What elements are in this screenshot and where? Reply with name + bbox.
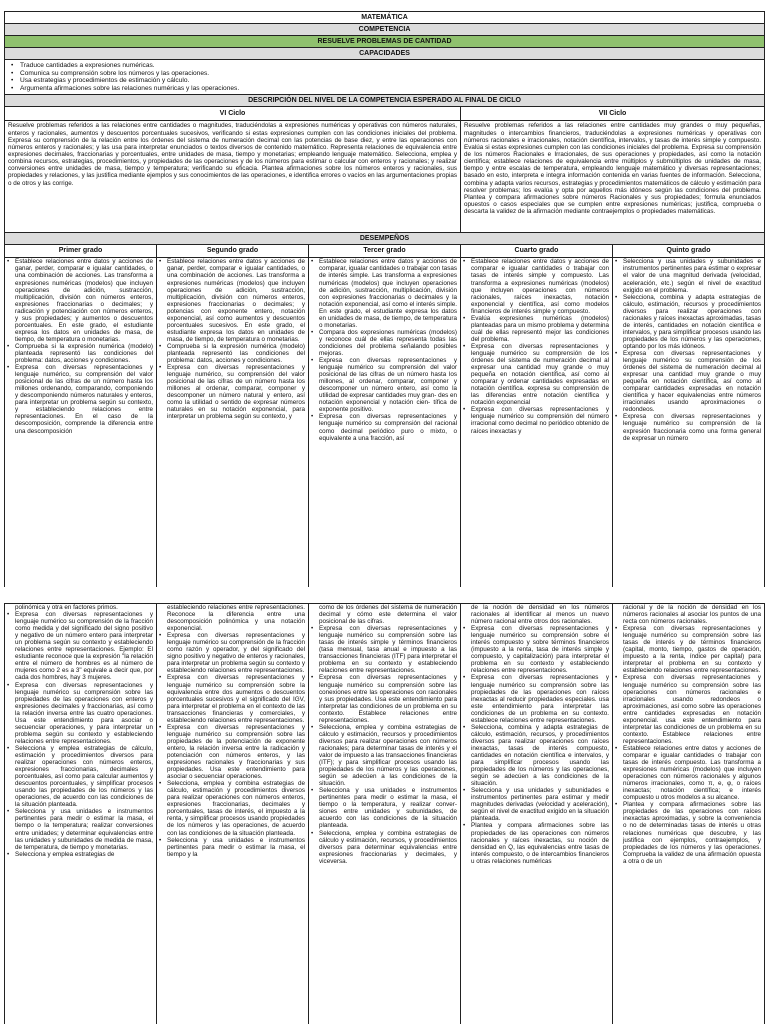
performance-item: • Expresa con diversas representaciones y lenguaje numérico su comprensión del número irracional como decimal no periódico obtenido de raíces inexactas y [463, 406, 609, 434]
performance-item: • Plantea y compara afirmaciones sobre las propiedades de las operaciones con números racionales y raíces inexactas, su noción de densidad en Q, las equivalencias entre tasas de interés compuesto, o de intercambios financieros u otras relaciones numéricas [463, 822, 609, 864]
performance-item: • Expresa con diversas representaciones y lenguaje numérico su comprensión sobre las tasas de interés y de términos financieros (capital, monto, tiempo, gastos de operación, impuesto a la renta, índice per capital) para interpretar el problema en su contexto y estableciendo relaciones entre representaciones. [615, 625, 761, 674]
performance-item: • Expresa con diversas representaciones y lenguaje numérico su comprensión de la expresión fraccionaria como una forma general de expresar un número [615, 413, 761, 441]
grade-header-3: Tercer grado [309, 245, 461, 258]
performance-item: • Comprueba si la expresión numérica (modelo) planteada representó las condiciones del problema: datos, acciones y condiciones. [7, 343, 153, 364]
performance-item: • Expresa con diversas representaciones y lenguaje numérico su comprensión de la fracción como razón y operador, y del significado del signo positivo y negativo de enteros y racionales, para interpretar un problema según su contexto y estableciendo relaciones entre representaciones. [159, 632, 305, 674]
performance-item: • Comprueba si la expresión numérica (modelo) planteada representó las condiciones del problema: datos, acciones y condiciones. [159, 343, 305, 364]
performance-item: • Expresa con diversas representaciones y lenguaje numérico su comprensión de los órdenes del sistema de numeración decimal al expresar una cantidad muy grande o muy pequeña en notación científica, así como al comparar cantidades expresadas en notación científica y hacer equivalencias entre números irracionales usando aproximaciones o redondeos. [615, 350, 761, 413]
grade-header-4: Cuarto grado [461, 245, 613, 258]
performance-item: • Expresa con diversas representaciones y lenguaje numérico su comprensión sobre las tasas de interés simple y términos financieros (tasa mensual, tasa anual e impuesto a las transacciones financieras (ITF) para interpretar el problema en su contexto y estableciendo relaciones entre representaciones. [311, 625, 457, 674]
area-title: MATEMÁTICA [5, 12, 765, 24]
descripcion-title: DESCRIPCIÓN DEL NIVEL DE LA COMPETENCIA ESPERADO AL FINAL DE CICLO [5, 95, 765, 107]
grade-5-performances-continued [613, 604, 765, 1024]
grade-1-performances [5, 258, 157, 594]
capacidad-item: • Argumenta afirmaciones sobre las relaciones numéricas y las operaciones. [11, 85, 758, 93]
performance-item: • Establece relaciones entre datos y acciones de ganar, perder, comparar e igualar cantidades, o una combinación de acciones. Las transforma a expresiones numéricas (modelos) que incluyen operaciones de adición, sustracción, multiplicación, división con números enteros, expresiones fraccionarias o decimales; y potencias con exponente entero, notación exponencial, así como aumentos y descuentos porcentuales sucesivos. En este grado, el estudiante expresa los datos en unidades de masa, de tiempo, de temperatura o monetarias. [159, 258, 305, 343]
cycle-vii-label: VII Ciclo [461, 107, 765, 121]
performance-item: • Expresa con diversas representaciones y lenguaje numérico su comprensión sobre las propiedades de las operaciones con raíces inexactas al reducir propiedades especiales. usa este entendimiento para interpretar las condiciones de un problema en su contexto. establece relaciones entre representaciones. [463, 674, 609, 723]
performance-item: • Selecciona y usa unidades e instrumentos pertinentes para medir o estimar la masa, el tiempo o la temperatura; realizar conversiones entre unidades; y determinar equivalencias entre las unidades y subunidades de medida de masa, de temperatura, de tiempo y monetarias. [7, 808, 153, 850]
grade-4-performances [461, 258, 613, 594]
performance-item: • Selecciona, emplea y combina estrategias de cálculo, estimación y procedimientos diversos para realizar operaciones con números enteros, expresiones fraccionarias, decimales y porcentuales, tasas de interés, el impuesto a la renta, y simplificar procesos usando propiedades de los números y las operaciones, de acuerdo con las condiciones de la situación planteada. [159, 780, 305, 836]
grade-3-performances-continued [309, 604, 461, 1024]
performance-item: • Expresa con diversas representaciones y lenguaje numérico, su comprensión del valor posicional de las cifras de un número hasta los millones al ordenar, comparar, componer y descomponer un número natural y entero, así como la utilidad o sentido de expresar números naturales en su notación exponencial, para interpretar un problema según su contexto, y [159, 364, 305, 420]
performance-item: • Expresa con diversas representaciones y lenguaje numérico su comprensión de los órdenes del sistema de numeración decimal al expresar una cantidad muy grande o muy pequeña en notación científica, así como al comparar y ordenar cantidades expresadas en notación científica. expresa su comprensión de las diferencias entre notación científica y notación exponencial [463, 343, 609, 406]
competency-table-page-1 [4, 11, 765, 594]
performance-item: • Expresa con diversas representaciones y lenguaje numérico, su comprensión del valor posicional de las cifras de un número hasta los millones ordenando, comparando, componiendo y descomponiendo números naturales y enteros, para interpretar un problema según su contexto, y estableciendo relaciones entre representaciones. En el caso de la descomposición, comprende la diferencia entre una descomposición [7, 364, 153, 434]
desempenos-title: DESEMPEÑOS [5, 233, 765, 245]
performance-item: • Selecciona y usa unidades y subunidades e instrumentos pertinentes para estimar y medir magnitudes derivadas (velocidad y aceleración), según el nivel de exactitud exigido en la situación planteada. [463, 787, 609, 822]
competency-table-page-2 [4, 603, 765, 1024]
performance-item: • Establece relaciones entre datos y acciones de comparar e igualar cantidades o trabajar con tasas de interés compuesto. Las transforma a expresiones numéricas (modelos) que incluyen operaciones con números racionales y algunos números irracionales, como π, e, φ, o raíces inexactas; notación científica; e interés compuesto u otros modelos a su alcance. [615, 745, 761, 801]
performance-item: estableciendo relaciones entre representaciones. Reconoce la diferencia entre una descomposición polinómica y una notación exponencial. [167, 604, 305, 633]
grade-header-5: Quinto grado [613, 245, 765, 258]
grade-header-1: Primer grado [5, 245, 157, 258]
capacidad-item: • Usa estrategias y procedimientos de estimación y cálculo. [11, 77, 758, 85]
performance-item: • Expresa con diversas representaciones y lenguaje numérico su comprensión sobre el interés compuesto y sobre términos financieros (impuesto a la renta, tasa de interés simple y compuesto, y capitalización) para interpretar el problema en su contexto y estableciendo relaciones entre representaciones. [463, 625, 609, 674]
performance-item: • Expresa con diversas representaciones y lenguaje numérico su comprensión sobre la equivalencia entre dos aumentos o descuentos porcentuales sucesivos y el significado del IGV, para interpretar el problema en el contexto de las transacciones financieras y comerciales, y estableciendo relaciones entre representaciones. [159, 674, 305, 723]
performance-item: • Selecciona y usa unidades y subunidades e instrumentos pertinentes para estimar o expresar el valor de una magnitud derivada (velocidad, aceleración, etc.) según el nivel de exactitud exigido en el problema. [615, 258, 761, 293]
performance-item: • Selecciona y usa unidades e instrumentos pertinentes para medir o estimar la masa, el tiempo y la [159, 837, 305, 858]
performance-item: racional y de la noción de densidad en los números racionales al asociar los puntos de una recta con números racionales. [623, 604, 761, 626]
cycle-vi-label: VI Ciclo [5, 107, 461, 121]
performance-item: • Expresa con diversas representaciones y lenguaje numérico su comprensión sobre las propiedades de la potenciación de exponente entero, la relación inversa entre la radicación y potenciación con números enteros, y las expresiones racionales y fraccionarias y sus propiedades. Usa este entendimiento para asociar o secuenciar operaciones. [159, 724, 305, 780]
capacidades-label: CAPACIDADES [5, 48, 765, 60]
performance-item: • Selecciona, emplea y combina estrategias de cálculo y estimación, recursos y procedimientos diversos para realizar operaciones con números racionales; para determinar tasas de interés y el valor de impuesto a las transacciones financieras (ITF); y para simplificar procesos usando las propiedades de los números y las operaciones, según se adecúen a las condiciones de la situación. [311, 724, 457, 787]
performance-item: • Expresa con diversas representaciones y lenguaje numérico su comprensión del valor posicional de las cifras de un número hasta los millones, al ordenar, comparar, componer y descomponer un número entero, así como la utilidad de expresar cantidades muy gran- des en notación exponencial y notación cien- tífica de exponente positivo. [311, 357, 457, 413]
performance-item: • Expresa con diversas representaciones y lenguaje numérico su comprensión sobre las conexiones entre las operaciones con racionales y sus propiedades. Usa este entendimiento para interpretar las condiciones de un problema en su contexto. Establece relaciones entre representaciones. [311, 674, 457, 723]
performance-item: • Selecciona, emplea y combina estrategias de cálculo y estimación, recursos, y procedimientos diversos para determinar equivalencias entre expresiones fraccionarias y decimales, y viceversa. [311, 830, 457, 865]
performance-item: • Selecciona y usa unidades e instrumentos pertinentes para medir o estimar la masa, el tiempo o la temperatura, y realizar conver- siones entre unidades y subunidades, de acuerdo con las condiciones de la situación planteada. [311, 787, 457, 829]
performance-item: • Establece relaciones entre datos y acciones de comparar e igualar cantidades o trabajar con tasas de interés simple y compuesto. Las transforma a expresiones numéricas (modelos) que incluyen operaciones con números racionales, raíces inexactas, notación exponencial y científica, así como modelos financieros de interés simple y compuesto. [463, 258, 609, 314]
cycle-vii-description: Resuelve problemas referidos a las relaciones entre cantidades muy grandes o muy pequeñas, magnitudes o intercambios financieros, traduciéndolas a expresiones numéricas y operativas con números racionales e irracionales, notación científica, intervalos, y tasas de interés simple y compuesto. Evalúa si estas expresiones cumplen con las condiciones iniciales del problema. Expresa su comprensión de los números Racionales e Irracionales, de sus operaciones y propiedades, así como la notación científica; establece relaciones de equivalencia entre múltiplos y submúltiplos de unidades de masa, tiempo y entre escalas de temperatura, empleando lenguaje matemático y diversas representaciones; basado en esto, interpreta e integra información contenida en varias fuentes de información. Selecciona, combina y adapta varios recursos, estrategias y procedimientos matemáticos de cálculo y estimación para resolver problemas; los evalúa y opta por aquellos más idóneos según las condiciones del problema. Plantea y compara afirmaciones sobre números Racionales y sus propiedades; formula enunciados opuestos o casos especiales que se cumplen entre expresiones numéricas; justifica, comprueba o descarta la validez de la afirmación mediante contraejemplos o propiedades matemáticas. [461, 121, 765, 233]
performance-item: • Evalúa expresiones numéricas (modelos) planteadas para un mismo problema y determina cuál de ellas representó mejor las condiciones del problema. [463, 315, 609, 343]
grade-header-2: Segundo grado [157, 245, 309, 258]
page-break [0, 587, 768, 603]
capacidad-item: • Comunica su comprensión sobre los números y las operaciones. [11, 70, 758, 78]
performance-item: • Compara dos expresiones numéricas (modelos) y reconoce cuál de ellas representa todas las condiciones del problema señalando posibles mejoras. [311, 329, 457, 357]
grade-5-performances [613, 258, 765, 594]
grade-2-performances-continued [157, 604, 309, 1024]
performance-item: • Expresa con diversas representaciones y lenguaje numérico su comprensión sobre las operaciones con números racionales e irracionales usando redondeos o aproximaciones, así como sobre las operaciones entre cantidades expresadas en notación exponencial. usa este entendimiento para interpretar las condiciones de un problema en su contexto. Establece relaciones entre representaciones. [615, 674, 761, 744]
performance-item: • Selecciona, combina y adapta estrategias de cálculo, estimación, recursos y procedimientos diversos para realizar operaciones con racionales y raíces inexactas aproximadas, tasas de interés, cantidades en notación científica e intervalos, y para simplificar procesos usando las propiedades de los números y las operaciones, optando por los más idóneos. [615, 294, 761, 350]
performance-item: • Selecciona, combina y adapta estrategias de cálculo, estimación, recursos, y procedimientos diversos para realizar operaciones con raíces inexactas, tasas de interés compuesto, cantidades en notación científica e intervalos, y para simplificar procesos usando las propiedades de los números y las operaciones, según se adecúen a las condiciones de la situación. [463, 724, 609, 787]
performance-item: • Selecciona y emplea estrategias de cálculo, estimación y procedimientos diversos para realizar operaciones con números enteros, expresiones fraccionarias, decimales y porcentuales, así como para calcular aumentos y descuentos porcentuales, y simplificar procesos usando las propiedades de los números y las operaciones, de acuerdo con las condiciones de la situación planteada. [7, 745, 153, 808]
performance-item: • Establece relaciones entre datos y acciones de comparar, igualar cantidades o trabajar con tasas de interés simple. Las transforma a expresiones numéricas (modelos) que incluyen operaciones de adición, sustracción, multiplicación, división con expresiones fraccionarias o decimales y la notación exponencial, así como el interés simple. En este grado, el estudiante expresa los datos en unidades de masa, de tiempo, de temperatura o monetarias. [311, 258, 457, 328]
performance-item: • Expresa con diversas representaciones y lenguaje numérico su comprensión de la fracción como medida y del significado del signo positivo y negativo de un número entero para interpretar un problema según su contexto y estableciendo relaciones entre representaciones. Ejemplo: El estudiante reconoce que la expresión "la relación entre el número de hombres es al número de mujeres como 2 es a 3" equivale a decir que, por cada dos hombres, hay 3 mujeres. [7, 611, 153, 681]
grade-4-performances-continued [461, 604, 613, 1024]
competencia-label: COMPETENCIA [5, 24, 765, 36]
capacidad-item: • Traduce cantidades a expresiones numéricas. [11, 62, 758, 70]
performance-item: de la noción de densidad en los números racionales al identificar al menos un nuevo número racional entre otros dos racionales. [471, 604, 609, 626]
performance-item: • Plantea y compara afirmaciones sobre las propiedades de las operaciones con raíces inexactas aproximadas, y sobre la conveniencia o no de determinadas tasas de interés u otras relaciones numéricas que descubre, y las justifica con ejemplos, contraejemplos, y propiedades de los números y las operaciones. Comprueba la validez de una afirmación opuesta a otra o de un [615, 801, 761, 864]
performance-item: como de los órdenes del sistema de numeración decimal y cómo este determina el valor posicional de las cifras. [319, 604, 457, 626]
performance-item: • Establece relaciones entre datos y acciones de ganar, perder, comparar e igualar cantidades, o una combinación de acciones. Las transforma a expresiones numéricas (modelos) que incluyen operaciones de adición, sustracción, multiplicación, división con números enteros, expresiones fraccionarias o decimales; y radicación y potenciación con números enteros, y sus propiedades; y aumentos o descuentos porcentuales. En este grado, el estudiante expresa los datos en unidades de masa, de tiempo, de temperatura o monetarias. [7, 258, 153, 343]
grade-1-performances-continued [5, 604, 157, 1024]
competencia-name: RESUELVE PROBLEMAS DE CANTIDAD [5, 36, 765, 48]
performance-item: • Expresa con diversas representaciones y lenguaje numérico su comprensión del racional como decimal periódico puro o mixto, o equivalente a una fracción, así [311, 413, 457, 441]
performance-item: polinómica y otra en factores primos. [15, 604, 118, 611]
performance-item: • Selecciona y emplea estrategias de [7, 851, 153, 858]
grade-2-performances [157, 258, 309, 594]
performance-item: • Expresa con diversas representaciones y lenguaje numérico su comprensión sobre las propiedades de las operaciones con enteros y expresiones decimales y fraccionarias, así como la relación inversa entre las cuatro operaciones. Usa este entendimiento para asociar o secuenciar operaciones, y para interpretar un problema según su contexto y estableciendo relaciones entre representaciones. [7, 682, 153, 745]
grade-3-performances [309, 258, 461, 594]
cycle-vi-description: Resuelve problemas referidos a las relaciones entre cantidades o magnitudes, traduciéndolas a expresiones numéricas y operativas con números naturales, enteros y racionales, aumentos y descuentos porcentuales sucesivos, verificando si estas expresiones cumplen con las condiciones iniciales del problema. Expresa su comprensión de la relación entre los órdenes del sistema de numeración decimal con las potencias de base diez, y entre las operaciones con números enteros y racionales; y las usa para interpretar enunciados o textos diversos de contenido matemático. Representa relaciones de equivalencia entre expresiones decimales, fraccionarias y porcentuales, entre unidades de masa, tiempo y monetarias; empleando lenguaje matemático. Selecciona, emplea y combina recursos, estrategias, procedimientos, y propiedades de las operaciones y de los números para estimar o calcular con enteros y racionales; y realizar conversiones entre unidades de masa, tiempo y temperatura; verificando su eficacia. Plantea afirmaciones sobre los números enteros y racionales, sus propiedades y relaciones, y las justifica mediante ejemplos y sus conocimientos de las operaciones, e identifica errores o vacíos en las argumentaciones propias o de otros y las corrige. [5, 121, 461, 233]
capacidades-list [5, 60, 765, 95]
